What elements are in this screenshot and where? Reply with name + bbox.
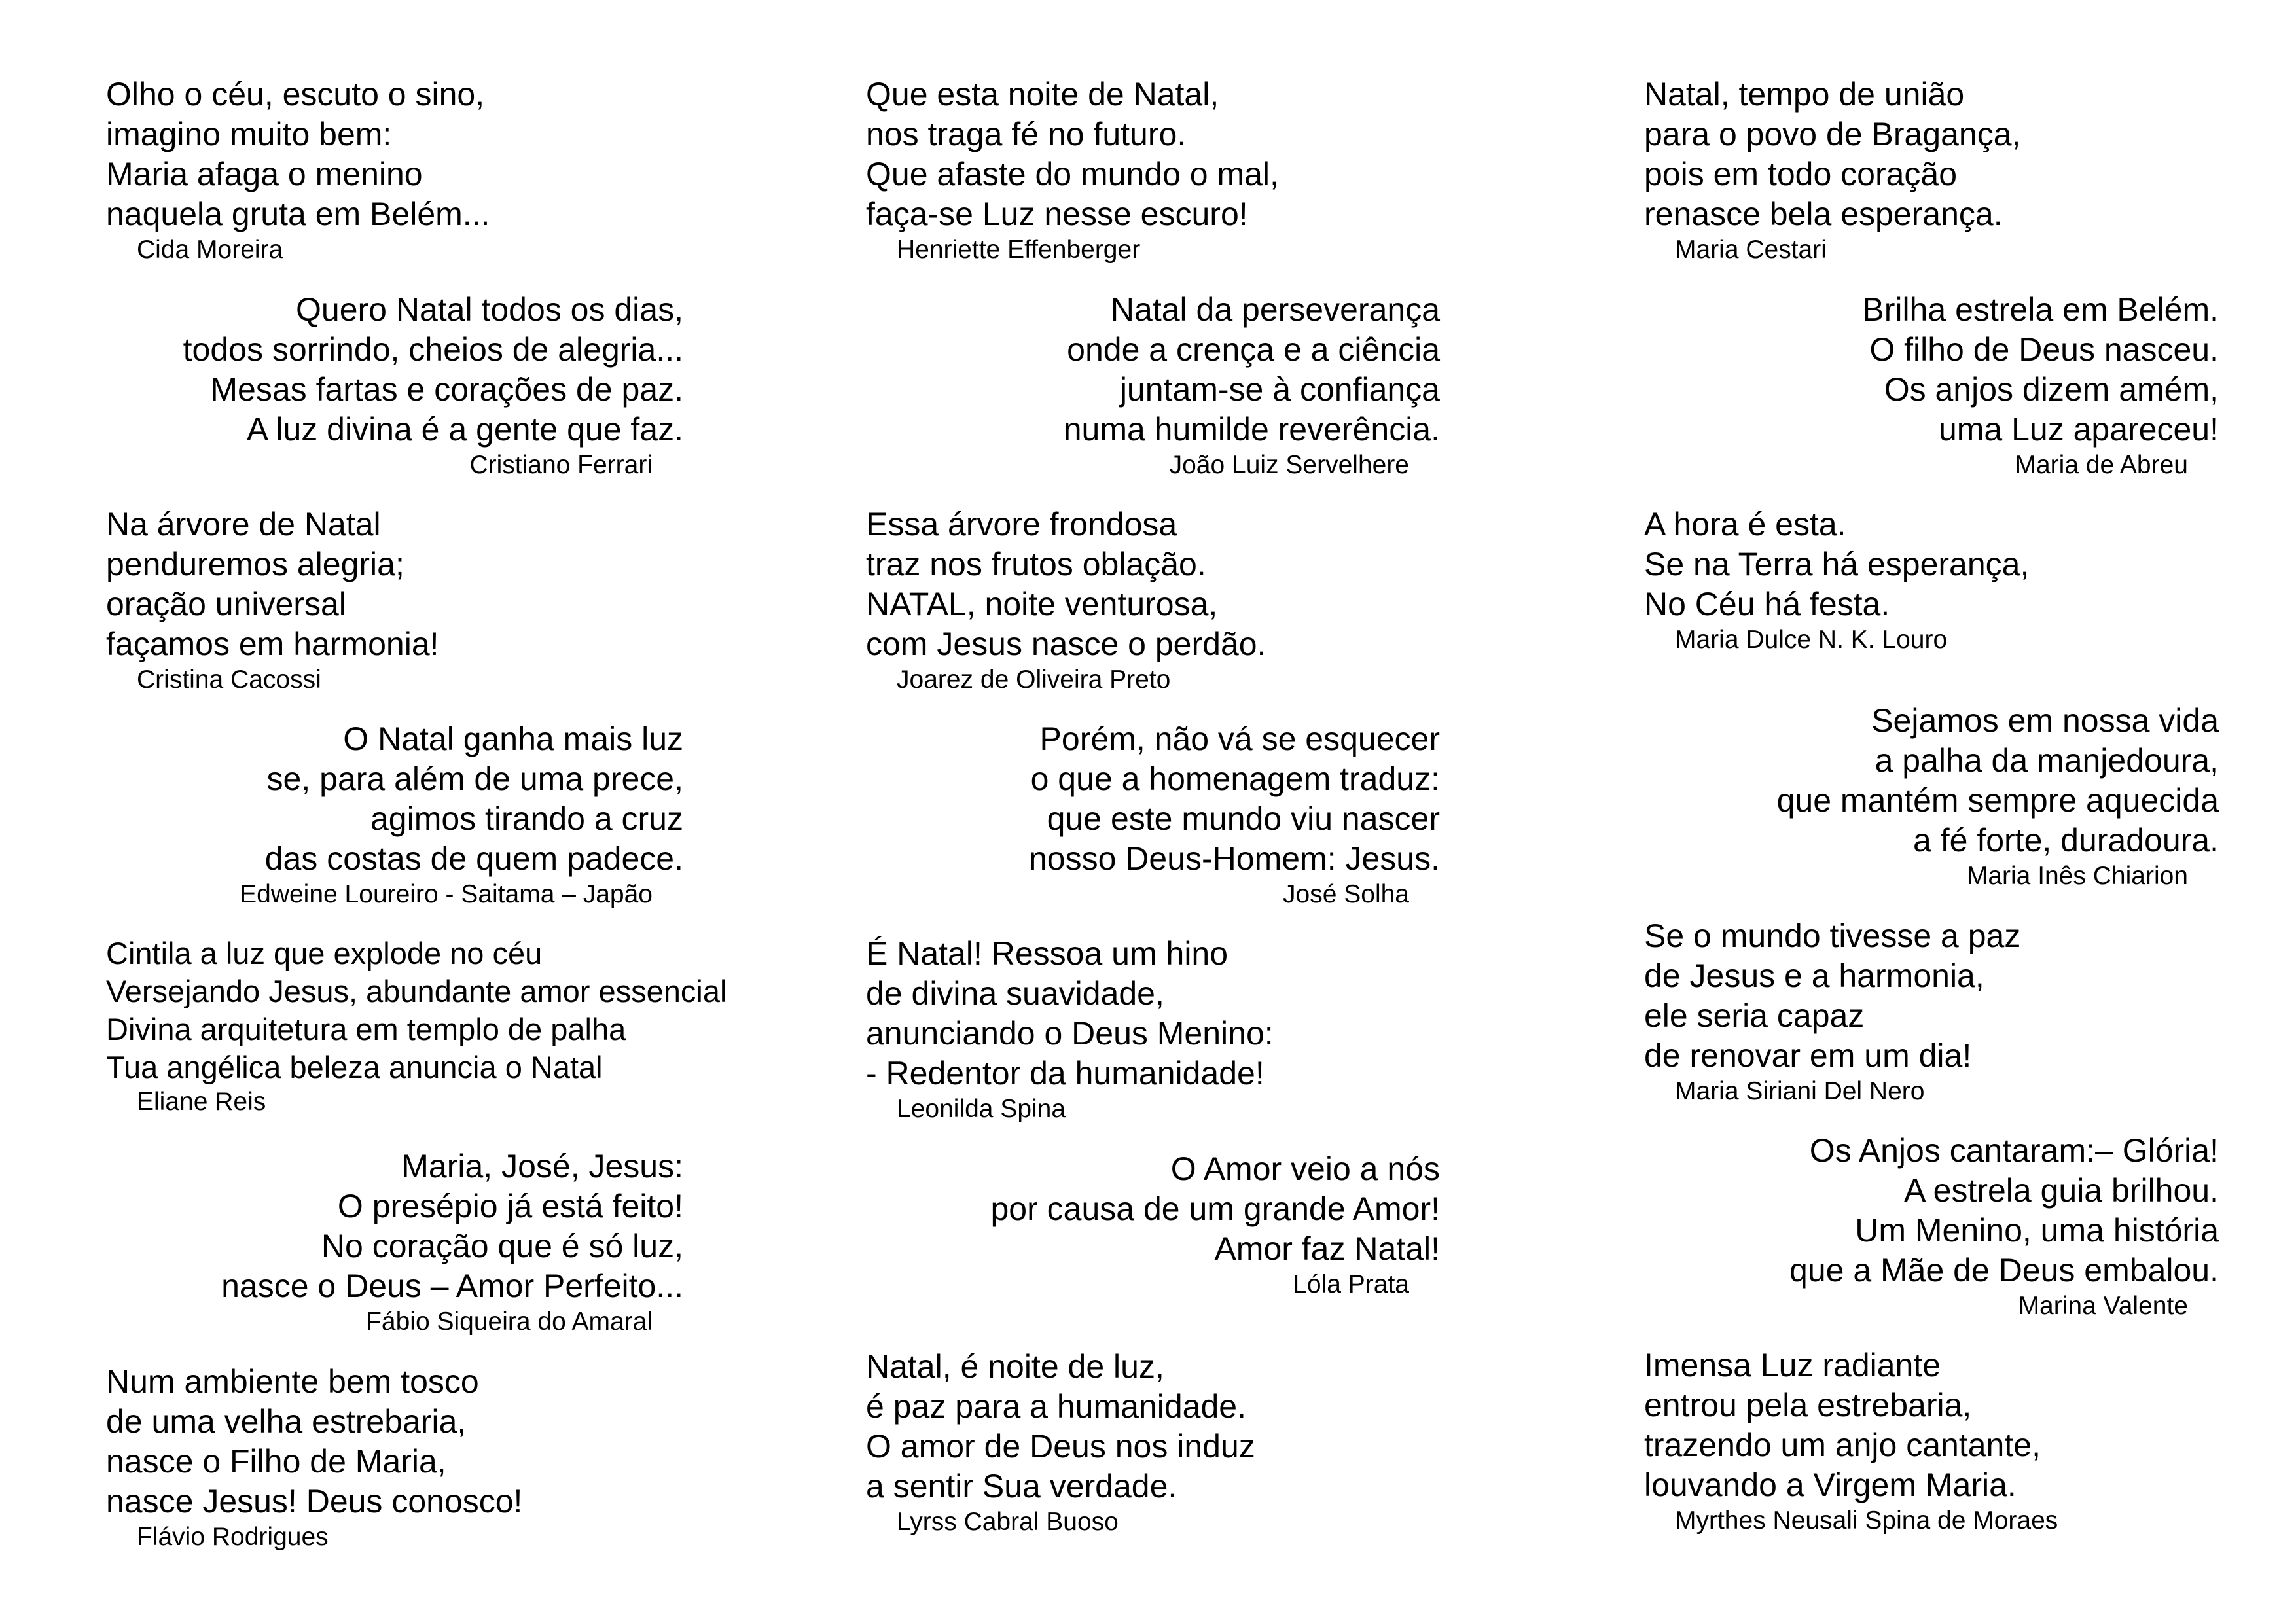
poem-author: Lóla Prata (1293, 1270, 1409, 1298)
poem-line: O filho de Deus nasceu. (1869, 331, 2219, 368)
poem-author: Myrthes Neusali Spina de Moraes (1675, 1507, 2058, 1535)
poem-line: se, para além de uma prece, (266, 760, 683, 797)
poem-line: de Jesus e a harmonia, (1644, 957, 1984, 994)
poem-line: todos sorrindo, cheios de alegria... (183, 331, 683, 368)
poem-author: Fábio Siqueira do Amaral (366, 1308, 653, 1336)
poem-line: Essa árvore frondosa (866, 506, 1177, 543)
poem-line: No Céu há festa. (1644, 586, 1890, 622)
poem-line: O amor de Deus nos induz (866, 1428, 1255, 1465)
poem-maria-siriani-del-nero (1644, 916, 2020, 1107)
poem-line: que a Mãe de Deus embalou. (1789, 1252, 2219, 1289)
poem-line: Porém, não vá se esquecer (1039, 721, 1440, 757)
poem-line: Tua angélica beleza anuncia o Natal (106, 1050, 603, 1084)
poem-line: onde a crença e a ciência (1067, 331, 1440, 368)
poem-line: pois em todo coração (1644, 156, 1958, 192)
poem-author: Eliane Reis (137, 1088, 266, 1116)
poem-author: Cida Moreira (137, 236, 283, 264)
poem-line: por causa de um grande Amor! (990, 1190, 1440, 1227)
poem-line: que mantém sempre aquecida (1776, 782, 2219, 819)
poem-line: Versejando Jesus, abundante amor essencial (106, 974, 727, 1008)
poem-author: José Solha (1283, 880, 1409, 908)
poem-line: façamos em harmonia! (106, 626, 439, 662)
poem-line: Maria, José, Jesus: (401, 1148, 683, 1185)
poem-maria-cestari (1644, 75, 2020, 266)
poem-line: A estrela guia brilhou. (1904, 1172, 2219, 1209)
poem-line: oração universal (106, 586, 346, 622)
poem-line: entrou pela estrebaria, (1644, 1387, 1972, 1423)
poem-flavio-rodrigues (106, 1362, 522, 1553)
poem-line: imagino muito bem: (106, 116, 392, 152)
poem-jose-solha (1029, 719, 1440, 910)
poem-line: Que afaste do mundo o mal, (866, 156, 1279, 192)
poem-line: Um Menino, uma história (1855, 1212, 2219, 1249)
poem-author: Maria Cestari (1675, 236, 1827, 264)
poem-line: Natal, é noite de luz, (866, 1348, 1164, 1385)
poem-henriette-effenberger (866, 75, 1279, 266)
poem-line: anunciando o Deus Menino: (866, 1015, 1274, 1052)
poem-line: a fé forte, duradoura. (1913, 822, 2219, 859)
poem-line: A hora é esta. (1644, 506, 1846, 543)
poem-line: a sentir Sua verdade. (866, 1468, 1177, 1505)
poem-line: de renovar em um dia! (1644, 1037, 1972, 1074)
poem-line: Brilha estrela em Belém. (1862, 291, 2219, 328)
poem-cristiano-ferrari (183, 290, 683, 481)
poem-line: de uma velha estrebaria, (106, 1403, 467, 1440)
poem-line: O Amor veio a nós (1170, 1150, 1440, 1187)
poem-line: - Redentor da humanidade! (866, 1055, 1265, 1092)
poem-joarez-de-oliveira-preto (866, 505, 1266, 696)
poem-maria-ines-chiarion (1777, 701, 2219, 892)
poem-line: trazendo um anjo cantante, (1644, 1427, 2041, 1463)
poem-line: Natal da perseverança (1110, 291, 1440, 328)
poem-line: O Natal ganha mais luz (343, 721, 683, 757)
poem-author: Maria de Abreu (2015, 451, 2188, 479)
poem-author: Flávio Rodrigues (137, 1523, 329, 1551)
poem-line: Amor faz Natal! (1214, 1230, 1440, 1267)
poem-author: Maria Inês Chiarion (1966, 862, 2188, 890)
poem-line: Os anjos dizem amém, (1884, 371, 2219, 408)
poem-author: Joarez de Oliveira Preto (897, 666, 1171, 694)
poem-line: nosso Deus-Homem: Jesus. (1028, 840, 1440, 877)
poem-line: Sejamos em nossa vida (1871, 702, 2219, 739)
poem-line: O presépio já está feito! (337, 1188, 683, 1224)
poem-line: a palha da manjedoura, (1874, 742, 2219, 779)
poem-line: das costas de quem padece. (264, 840, 683, 877)
poem-line: naquela gruta em Belém... (106, 196, 490, 232)
poem-author: Lyrss Cabral Buoso (897, 1508, 1119, 1536)
poem-line: Maria afaga o menino (106, 156, 423, 192)
poem-line: penduremos alegria; (106, 546, 404, 582)
poem-eliane-reis (106, 935, 726, 1118)
poem-line: juntam-se à confiança (1119, 371, 1440, 408)
poem-line: para o povo de Bragança, (1644, 116, 2021, 152)
poem-author: Maria Siriani Del Nero (1675, 1077, 1925, 1105)
poem-line: nasce o Deus – Amor Perfeito... (221, 1268, 683, 1304)
poem-lyrss-cabral-buoso (866, 1347, 1255, 1538)
poem-line: NATAL, noite venturosa, (866, 586, 1218, 622)
poem-line: com Jesus nasce o perdão. (866, 626, 1266, 662)
poem-line: Divina arquitetura em templo de palha (106, 1012, 626, 1046)
poem-author: Maria Dulce N. K. Louro (1675, 626, 1948, 654)
poem-fabio-siqueira (221, 1147, 683, 1338)
poem-maria-dulce-louro (1644, 505, 2029, 656)
poem-line: que este mundo viu nascer (1047, 800, 1440, 837)
poem-line: de divina suavidade, (866, 975, 1164, 1012)
poem-myrthes-neusali-spina-de-moraes (1644, 1346, 2058, 1537)
poem-author: João Luiz Servelhere (1169, 451, 1409, 479)
poem-line: é paz para a humanidade. (866, 1388, 1246, 1425)
poem-line: É Natal! Ressoa um hino (866, 935, 1229, 972)
poem-line: traz nos frutos oblação. (866, 546, 1206, 582)
poem-cida-moreira (106, 75, 490, 266)
poem-line: o que a homenagem traduz: (1030, 760, 1440, 797)
poem-author: Cristina Cacossi (137, 666, 321, 694)
poem-author: Cristiano Ferrari (469, 451, 653, 479)
poem-maria-de-abreu (1862, 290, 2219, 481)
poem-line: No coração que é só luz, (321, 1228, 683, 1264)
poem-marina-valente (1789, 1131, 2219, 1322)
poem-lola-prata (991, 1149, 1441, 1300)
poem-line: Que esta noite de Natal, (866, 76, 1219, 113)
poem-line: Se na Terra há esperança, (1644, 546, 2030, 582)
poem-line: Olho o céu, escuto o sino, (106, 76, 485, 113)
poem-line: nasce Jesus! Deus conosco! (106, 1483, 523, 1520)
poem-line: Quero Natal todos os dias, (296, 291, 683, 328)
poem-line: nos traga fé no futuro. (866, 116, 1187, 152)
poem-joao-luiz-servelhere (1064, 290, 1440, 481)
poem-author: Edweine Loureiro - Saitama – Japão (240, 880, 653, 908)
poem-line: louvando a Virgem Maria. (1644, 1467, 2017, 1503)
poem-author: Leonilda Spina (897, 1095, 1066, 1123)
poem-leonilda-spina (866, 934, 1274, 1125)
poem-line: Se o mundo tivesse a paz (1644, 918, 2021, 954)
poem-edweine-loureiro (240, 719, 683, 910)
poem-author: Marina Valente (2018, 1292, 2188, 1320)
poem-line: A luz divina é a gente que faz. (246, 411, 683, 448)
poem-line: renasce bela esperança. (1644, 196, 2003, 232)
poem-author: Henriette Effenberger (897, 236, 1141, 264)
poem-line: faça-se Luz nesse escuro! (866, 196, 1248, 232)
poem-line: agimos tirando a cruz (370, 800, 683, 837)
poem-line: Mesas fartas e corações de paz. (210, 371, 683, 408)
poem-line: nasce o Filho de Maria, (106, 1443, 446, 1480)
poem-line: Num ambiente bem tosco (106, 1363, 479, 1400)
poem-line: Os Anjos cantaram:– Glória! (1809, 1132, 2219, 1169)
poem-line: Imensa Luz radiante (1644, 1347, 1941, 1383)
poem-line: uma Luz apareceu! (1938, 411, 2219, 448)
poem-cristina-cacossi (106, 505, 439, 696)
poem-line: Cintila a luz que explode no céu (106, 936, 543, 971)
poem-line: Na árvore de Natal (106, 506, 381, 543)
poem-line: ele seria capaz (1644, 997, 1865, 1034)
poem-line: numa humilde reverência. (1063, 411, 1440, 448)
poem-line: Natal, tempo de união (1644, 76, 1965, 113)
